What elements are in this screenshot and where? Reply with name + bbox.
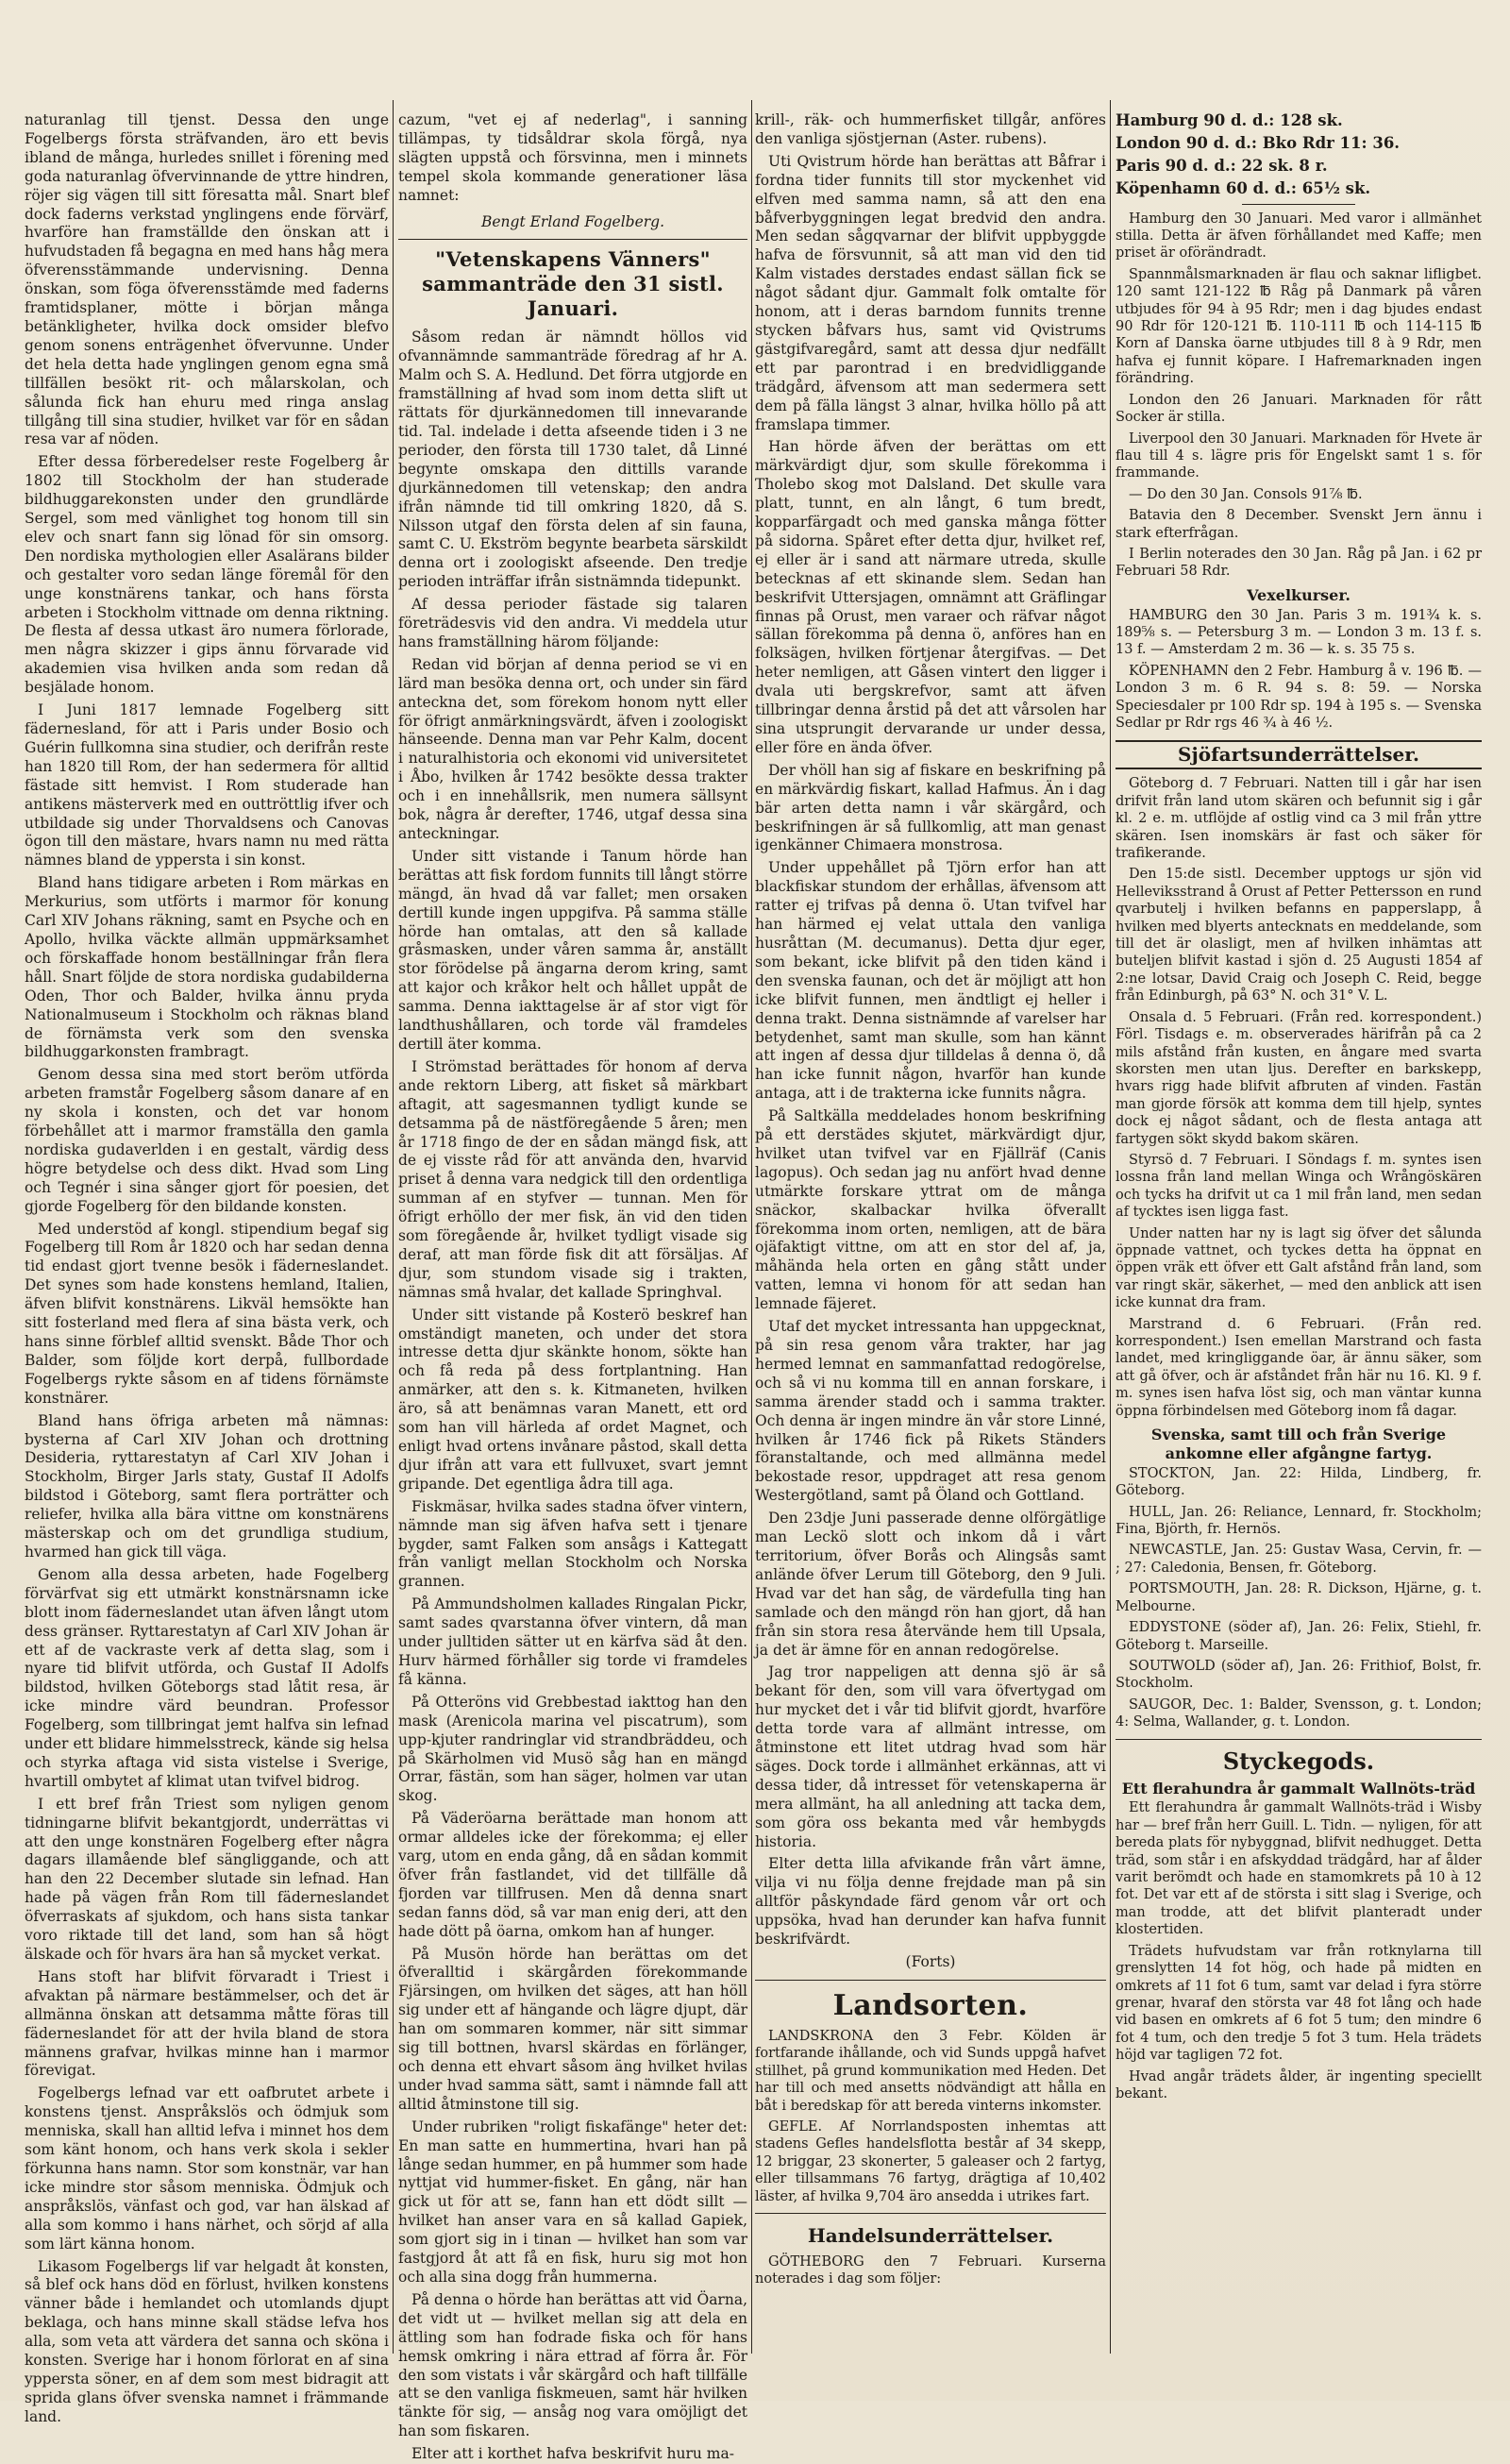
vexelkurser-label: Vexelkurser. <box>1247 585 1351 604</box>
list-item: STOCKTON, Jan. 22: Hilda, Lindberg, fr. Göteborg. <box>1116 1465 1482 1499</box>
divider <box>1242 204 1355 205</box>
paragraph: Hamburg den 30 Januari. Med varor i allmänhet stilla. Detta är äfven förhållandet med Kaffe; men priset är oförändradt. <box>1116 211 1482 262</box>
paragraph: Den 15:de sistl. December upptogs ur sjön vid Helleviksstrand å Orust af Petter Pettersson en rund qvarbutelj i hvilken befanns en papperslapp, å hvilken med blyerts antecknats en meddelande, som till det är olasligt, men af hvilken inhämtas att buteljen blifvit kastad i sjön d. 25 Augusti 1854 af 2:ne lotsar, David Craig och Joseph C. Reid, begge från Edinburgh, på 63° N. och 31° V. L. <box>1116 867 1482 1004</box>
paragraph: Genom alla dessa arbeten, hade Fogelberg förvärfvat sig ett utmärkt konstnärsnamn icke blott inom fäderneslandet utan äfven långt utom dess gränser. Ryttarestatyn af Carl XIV Johan är ett af de vackraste verk af detta slag, som i nyare tid blifvit utförda, och Gustaf II Adolfs bildstod, hvilken Göteborgs stad låtit resa, är icke mindre värd beundran. Professor Fogelberg, som tillbringat jemt halfva sin lefnad under ett blidare himmelsstreck, kände sig helsa och styrka aftaga vid sista vistelse i Sverige, hvartill ombytet af klimat utan tvifvel bidrog. <box>25 1565 389 1790</box>
divider <box>398 239 747 240</box>
paragraph: Trädets hufvudstam var från rotknylarna till grenslytten 14 fot hög, och hade på midten en omkrets af 11 fot 6 tum, samt var delad i fyra större grenar, hvaraf den största var 48 fot lång och hade vid basen en omkrets af 6 fot 5 tum; den mindre 6 fot 4 tum, och den tredje 5 fot 3 tum. Hela trädets höjd var tagligen 72 fot. <box>1116 1943 1482 2064</box>
divider <box>755 2213 1106 2214</box>
section-heading-svenska: Svenska, samt till och från Sverige ankomne eller afgångne fartyg. <box>1150 1426 1447 1462</box>
paragraph: Efter dessa förberedelser reste Fogelberg år 1802 till Stockholm der han studerade bildhuggarekonsten under den grundlärde Sergel, som med vänlighet tog honom till sin elev och snart fann sig lönad för sin omsorg. Den nordiska mythologien eller Asalärans bilder och gestalter voro sedan länge föremål för den unge konstnärens tankar, och hans första arbeten i Stockholm vittnade om denna riktning. De flesta af dessa utkast äro numera förlorade, men några skizzer i gips ännu förvarade vid akademien visa hvilken anda som redan då besjälade honom. <box>25 453 389 697</box>
paragraph: — Do den 30 Jan. Consols 91⅞ ℔. <box>1129 486 1363 502</box>
section-heading-handel: Handelsunderrättelser. <box>807 2223 1054 2247</box>
paragraph: Hans stoft har blifvit förvaradt i Triest i afvaktan på närmare bestämmelser, och det är allmänna önskan att detsamma måtte föras till fäderneslandet för att der hvila bland de stora männens grafvar, hvilkas minne han i marmor förevigat. <box>25 1967 389 2080</box>
column-2 <box>398 111 747 2463</box>
section-heading-sjofart: Sjöfartsunderrättelser. <box>1116 740 1482 770</box>
exchange-rate: Hamburg 90 d. d.: 128 sk. <box>1116 111 1343 129</box>
paragraph: Marstrand d. 6 Februari. (Från red. korrespondent.) Isen emellan Marstrand och fasta landet, med kringliggande öar, är ännu säker, som att gå öfver, och är afståndet från här nu 16. Kl. 9 f. m. synes isen hafva löst sig, och man väntar kunna öppna förbindelsen med Göteborg inom få dagar. <box>1116 1316 1482 1419</box>
paragraph: Fiskmäsar, hvilka sades stadna öfver vintern, nämnde man sig äfven hafva sett i tjenare bygder, samt Falken som ansågs i Kattegatt från vanligt mellan Stockholm och Norska grannen. <box>398 1497 747 1591</box>
article-subhead: Ett flerahundra år gammalt Wallnöts-träd <box>1121 1779 1476 1797</box>
column-1 <box>25 111 389 2425</box>
paragraph: Af dessa perioder fästade sig talaren företrädesvis vid den andra. Vi meddela utur hans framställning härom följande: <box>398 596 747 650</box>
list-item: SAUGOR, Dec. 1: Balder, Svensson, g. t. London; 4: Selma, Wallander, g. t. London. <box>1116 1696 1482 1730</box>
paragraph: Med understöd af kongl. stipendium begaf sig Fogelberg till Rom år 1820 och har sedan denna tid endast gjort tvenne besök i fäderneslandet. Det synes som hade konstens hemland, Italien, äfven blifvit konstnärens. Likväl hemsökte han sitt fosterland med flera af sina bästa verk, och hans sinne förblef alltid svenskt. Både Thor och Balder, som följde kort derpå, fullbordade Fogelbergs rykte såsom en af tidens förnämste konstnärer. <box>25 1220 389 1407</box>
exchange-rate: London 90 d. d.: Bko Rdr 11: 36. <box>1116 133 1401 152</box>
signature: Bengt Erland Fogelberg. <box>480 212 665 230</box>
column-3 <box>755 111 1106 2346</box>
paragraph: Elter att i korthet hafva beskrifvit huru ma- <box>411 2445 734 2463</box>
exchange-rate: Paris 90 d. d.: 22 sk. 8 r. <box>1116 156 1328 175</box>
paragraph: Såsom redan är nämndt höllos vid ofvannämnde sammanträde föredrag af hr A. Malm och S. A. Hedlund. Det förra utgjorde en framställning af hvad som inom detta slift ut rättats för djurkännedomen till innevarande tid. Tal. indelade i detta afseende tiden i 3 ne perioder, den första till 1730 talet, då Linné begynte omskapa den dittills varande djurkännedomen till vetenskap; den andra ifrån nämnde tid till omkring 1820, då S. Nilsson utgaf den första delen af sin fauna, samt C. U. Ekström begynte bearbeta särskildt denna ort i zoologiskt afseende. Den tredje perioden inträffar ifrån sistnämnda tidepunkt. <box>398 329 747 591</box>
paragraph: Den 23dje Juni passerade denne olförgätlige man Leckö slott och inkom då i vårt territorium, öfver Borås och Alingsås samt anlände öfver Lerum till Göteborg, den 9 Juli. Hvad var det han såg, de värdefulla ting han samlade och den mängd rön han gjort, då han från sin stora resa återvände hem till Upsala, ja det är ämne för en annan redogörelse. <box>755 1510 1106 1659</box>
paragraph: GÖTHEBORG den 7 Februari. Kurserna noterades i dag som följer: <box>755 2253 1106 2287</box>
column-rule <box>751 100 752 2354</box>
paragraph: Under rubriken "roligt fiskafänge" heter det: En man satte en hummertina, hvari han på långe sedan hummer, en på hummer som hade nyttjat vid hummer-fisket. En gång, när han gick ut för att se, fann han ett dödt sillt — hvilket han anser vara en så kallad Gapiek, som gjort sig in i tinan — hvilket han som var fastgjord åt att få en fisk, huru sig mot hon och alla sina dogg från hummerna. <box>398 2118 747 2286</box>
paragraph: Redan vid början af denna period se vi en lärd man besöka denna ort, och under sin färd anteckna det, som förekom honom nytt eller för öfrigt anmärkningsvärdt, äfven i zoologiskt hänseende. Denna man var Pehr Kalm, docent i naturalhistoria och ekonomi vid universitetet i Åbo, hvilken år 1742 besökte dessa trakter och i en innehållsrik, men numera sällsynt bok, några år derefter, 1746, utgaf dessa sina anteckningar. <box>398 655 747 842</box>
paragraph: Elter detta lilla afvikande från vårt ämne, vilja vi nu följa denne frejdade man på sin alltför påskyndade färd genom vår ort och uppsöka, hvad han derunder kan hafva funnit beskrifvärdt. <box>755 1855 1106 1949</box>
paragraph: I Berlin noterades den 30 Jan. Råg på Jan. i 62 pr Februari 58 Rdr. <box>1116 546 1482 580</box>
list-item: SOUTWOLD (söder af), Jan. 26: Frithiof, Bolst, fr. Stockholm. <box>1116 1658 1482 1692</box>
paragraph: Under natten har ny is lagt sig öfver det sålunda öppnade vattnet, och tyckes detta ha öppnat en öppen vräk ett öfver ett Galt afstånd från land, som var ringt skär, säkerhet, — med den anblick att isen icke kunnat dra fram. <box>1116 1225 1482 1311</box>
list-item: NEWCASTLE, Jan. 25: Gustav Wasa, Cervin, fr. — ; 27: Caledonia, Bensen, fr. Göteborg. <box>1116 1543 1482 1576</box>
divider <box>1116 1739 1482 1740</box>
section-heading-styckegods: Styckegods. <box>1222 1747 1375 1775</box>
list-item: EDDYSTONE (söder af), Jan. 26: Felix, Stiehl, fr. Göteborg t. Marseille. <box>1116 1620 1482 1653</box>
divider <box>755 1980 1106 1981</box>
paragraph: På Saltkälla meddelades honom beskrifning på ett derstädes skjutet, märkvärdigt djur, hvilket utan tvifvel var en Fjällräf (Canis lagopus). Och sedan jag nu anfört hvad denne utmärkte forskare yttrat om de många snäckor, skalbackar hvilka öfverallt förekomma inom orten, nemligen, att de bära ojäfaktigt vittne, om att en stor del af, ja, måhända hela orten en gång stått under vatten, lemna vi honom för att sedan han lemnade fäjeret. <box>755 1107 1106 1313</box>
paragraph: I Strömstad berättades för honom af derva ande rektorn Liberg, att fisket så märkbart aftagit, att sagesmannen tydligt kunde se detsamma på de nästföregående 5 åren; men år 1718 fingo de der en sådan mängd fisk, att de ej visste råd för att använda den, hvarvid priset å denna vara nedgick till den ordentliga summan af en styfver — tunnan. Men för öfrigt erhöllo der mer fisk, än vid den tiden som föregående år, hvilket tydligt visade sig deraf, att man förde fisk dit att försäljas. Af djur, som stundom visade sig i trakten, nämnas små hvalar, det kallade Springhval. <box>398 1057 747 1301</box>
paragraph: Styrsö d. 7 Februari. I Söndags f. m. syntes isen lossna från land mellan Winga och Wrångöskären och tycks ha drifvit ut ca 1 mil från land, men sedan af tycktes isen ligga fast. <box>1116 1152 1482 1221</box>
paragraph: På Ammundsholmen kallades Ringalan Pickr, samt sades qvarstanna öfver vintern, då man under julltiden sätter ut en kärfva säd åt den. Hurv härmed förhåller sig torde vi framdeles få känna. <box>398 1595 747 1688</box>
paragraph: Han hörde äfven der berättas om ett märkvärdigt djur, som skulle förekomma i Tholebo skog mot Dalsland. Det skulle vara platt, tunnt, en aln långt, 6 tum bredt, kopparfärgadt och med ganska många fötter på sidorna. Spåret efter detta djur, hvilket ref, ej eller är i sand att närmare utreda, skulle betecknas af ett skinande slem. Sedan han beskrifvit Uttersjagen, omnämnt att Gräflingar finnas på Orust, men varaer och räfvar något sällan förekomma på denna ö, anföres han en folksägen, hvilken förtjenar återgifvas. — Det heter nemligen, att Gåsen vintert den ligger i dvala uti bergskrefvor, samt att äfven tillbringar denna årstid på det att vårsolen har sina utsprungit dervarande ur under dessa, eller före en ända öfver. <box>755 438 1106 756</box>
paragraph: Batavia den 8 December. Svenskt Jern ännu i stark efterfrågan. <box>1116 508 1482 541</box>
paragraph: På Väderöarna berättade man honom att ormar alldeles icke der förekomma; ej eller varg, utom en enda gång, då en sådan kommit öfver från fastlandet, vid det tillfälle då fjorden var tillfrusen. Men då denna snart sedan fanns död, så var man enig deri, att den hade dött på öarna, omkom han af hunger. <box>398 1810 747 1940</box>
paragraph: Göteborg d. 7 Februari. Natten till i går har isen drifvit från land utom skären och befunnit sig i går kl. 2 e. m. utflöjde af ostlig vind ca 3 mil från yttre skären. Isen inomskärs är fast och säker för trafikerande. <box>1116 776 1482 862</box>
paragraph: naturanlag till tjenst. Dessa den unge Fogelbergs första sträfvanden, äro ett bevis ibland de många, hurledes snillet i förening med goda naturanlag öfvervinnande de yttre hindren, röjer sig vägen till sitt föresatta mål. Snart blef dock faderns verkstad ynglingens ende förvärf, hvarföre han framställde den önskan att i hufvudstaden få begagna en med hans håg mera öfverensstämmande undervisning. Denna önskan, som föga öfverensstämde med faderns framtidsplaner, mötte i början många betänkligheter, hvilka dock omsider blefvo genom sonens enträgenhet öfvervunne. Under det hela detta hade ynglingen genom egna små tillfällen besökt rit- och målarskolan, och sålunda fick han ehuru med ringa anslag tillgång till sina studier, hvilket var för en sådan resa var af nöden. <box>25 111 389 448</box>
paragraph: Ett flerahundra år gammalt Wallnöts-träd i Wisby har — bref från herr Guill. L. Tidn. — nyligen, för att bereda plats för nybyggnad, blifvit nedhugget. Detta träd, som står i en afskyddad trädgård, har af ålder varit berömdt och hade en stamomkrets på 10 à 12 fot. Det var ett af de största i sitt slag i Sverige, och man trodde, att det blifvit planteradt under klostertiden. <box>1116 1800 1483 1938</box>
paragraph: I Juni 1817 lemnade Fogelberg sitt fädernesland, för att i Paris under Bosio och Guérin fullkomna sina studier, och derifrån reste han 1820 till Rom, der han sedermera för alltid fästade sitt hemvist. I Rom studerade han antikens mästerverk med en outtröttlig ifver och utbildade sig under Thorvaldsens och Canovas ögon till den mästare, hvars namn nu med rätta nämnes bland de yppersta i sin konst. <box>25 701 389 869</box>
paragraph: Spannmålsmarknaden är flau och saknar lifligbet. 120 samt 121-122 ℔ Råg på Danmark på våren utbjudes för 94 à 95 Rdr; men i dag bjudes endast 90 Rdr för 120-121 ℔. 110-111 ℔ och 114-115 ℔ Korn af Danska öarne utbjudes till 8 à 9 Rdr, men hafva ej funnit köpare. I Hafremarknaden ingen förändring. <box>1116 266 1482 387</box>
paragraph: London den 26 Januari. Marknaden för rått Socker är stilla. <box>1116 392 1482 426</box>
list-item: HULL, Jan. 26: Reliance, Lennard, fr. Stockholm; Fina, Björth, fr. Hernös. <box>1116 1504 1482 1538</box>
paragraph: Genom dessa sina med stort beröm utförda arbeten framstår Fogelberg såsom danare af en ny skola i konsten, och det var honom förbehållet att i marmor framställa den gamla nordiska gudaverlden i en gestalt, värdig dess högre betydelse och dess dikt. Hvad som Ling och Tegnér i sina sånger gjort för poesien, det gjorde Fogelberg för den bildande konsten. <box>25 1066 389 1215</box>
paragraph: Uti Qvistrum hörde han berättas att Båfrar i fordna tider funnits till stor myckenhet vid elfven med samma namn, så att den ena båfverbyggningen legat bredvid den andra. Men sedan sågqvarnar der blifvit uppbyggde hafva de försvunnit, så att man vid den tid Kalm vistades derstades endast sällan fick se något sådant djur. Gammalt folk omtalte för honom, att i deras barndom funnits trenne stycken båfvars hus, samt vid Qvistrums gästgifvaregård, samt att dessa djur nedfällt ett par parontrad i en bredvidliggande trädgård, äfvensom att man sedermera sett dem på fälla längst 3 alnar, hvilka höllo på att framslapa timmer. <box>755 152 1106 433</box>
article-heading: "Vetenskapens Vänners" sammanträde den 31 sistl. Januari. <box>422 247 724 321</box>
column-4 <box>1116 111 1482 2346</box>
paragraph: På denna o hörde han berättas att vid Öarna, det vidt ut — hvilket mellan sig att dela en ättling som han fodrade fiska och för hans hemsk omkring i nära ettrad af förra år. För den som vistats i vår skärgård och haft tillfälle att se den vanliga fiskmeuen, samt här hvilken tänkte för sig, — ansåg nog vara omöjligt det han som fiskaren. <box>398 2290 747 2440</box>
paragraph: Under uppehållet på Tjörn erfor han att blackfiskar stundom der erhållas, äfvensom att ratter ej trifvas på denna ö. Utan tvifvel har han härmed ej velat uttala den vanliga husråttan (M. decumanus). Detta djur eger, som bekant, icke blifvit på den tiden känd i den svenska faunan, och det är möjligt att hon icke blifvit funnen, men ändtligt ej heller i denna trakt. Denna sistnämnde af varelser har betydenhet, samt man skulle, som han kännt att ingen af dessa djur tilldelas å denna ö, då han icke funnit någon, hvarför han kunde antaga, att i de trakterna icke funnits några. <box>755 859 1106 1103</box>
paragraph: Under sitt vistande i Tanum hörde han berättas att fisk fordom funnits till långt större mängd, än hvad då var fallet; men orsaken dertill kunde ingen uppgifva. På samma ställe hörde han omtalas, att den så kallade gråsmasken, under våren samma år, anställt stor förödelse på ängarna derom kring, samt att kajor och kråkor helt och hållet uppåt de samma. Denna iakttagelse är af stor vigt för landthushållaren, och torde väl framdeles dertill äter komma. <box>398 847 747 1053</box>
paragraph: HAMBURG den 30 Jan. Paris 3 m. 191¾ k. s. 189⅝ s. — Petersburg 3 m. — London 3 m. 13 f. s. 13 f. — Amsterdam 2 m. 36 — k. s. 35 75 s. <box>1116 607 1482 658</box>
section-heading-landsorten: Landsorten. <box>832 1988 1029 2022</box>
intro-paragraph: cazum, "vet ej af nederlag", i sanning tillämpas, ty tidsåldrar skola förgå, nya slägten uppstå och försvinna, men i minnets tempel skola kommande generationer läsa namnet: <box>398 111 747 204</box>
paragraph: Onsala d. 5 Februari. (Från red. korrespondent.) Förl. Tisdags e. m. observerades härifrån på ca 2 mils afstånd från kusten, en ångare med svarta skorsten men utan ljus. Derefter en barkskepp, hvars rigg hade blifvit afbruten af vinden. Fastän man gjorde försök att komma dem till hjelp, syntes dock ej något sådant, och de flesta antaga att fartygen sökt skydd bakom skären. <box>1116 1009 1482 1147</box>
paragraph: På Musön hörde han berättas om det öfveralltid i skärgården förekommande Fjärsingen, om hvilken det säges, att han höll sig under ett af hängande och lägre djupt, där han om sommaren kommer, när sitt simmar sig till bottnen, hvarsl skärdas en förlänger, och denna ett ehvart såsom äng hvilket hvilas under hvad samma sätt, samt i nämnde fall att alltid åtminstone till sig. <box>398 1945 747 2113</box>
paragraph: LANDSKRONA den 3 Febr. Kölden är fortfarande ihållande, och vid Sunds uppgå hafvet stillhet, på grund kommunikation med Heden. Det har till och med ansetts nödvändigt att hålla en båt i beredskap för att bereda vinterns inkomster. <box>755 2028 1106 2114</box>
exchange-rate: Köpenhamn 60 d. d.: 65½ sk. <box>1116 178 1371 197</box>
paragraph: krill-, räk- och hummerfisket tillgår, anföres den vanliga sjöstjernan (Aster. rubens). <box>755 111 1106 147</box>
continued-note: (Forts) <box>905 1953 956 1970</box>
column-rule <box>393 100 394 2354</box>
paragraph: KÖPENHAMN den 2 Febr. Hamburg å v. 196 ℔. — London 3 m. 6 R. 94 s. 8: 59. — Norska Speciesdaler pr 100 Rdr sp. 194 à 195 s. — Svenska Sedlar pr Rdr rgs 46 ¾ à 46 ½. <box>1116 663 1482 732</box>
paragraph: På Otteröns vid Grebbestad iakttog han den mask (Arenicola marina vel piscatrum), som upp-kjuter randringlar vid strandbräddeu, och på Skärholmen vid Musö såg han en mängd Orrar, fästän, som han säger, holmen var utan skog. <box>398 1693 747 1805</box>
list-item: PORTSMOUTH, Jan. 28: R. Dickson, Hjärne, g. t. Melbourne. <box>1116 1581 1482 1614</box>
paragraph: Under sitt vistande på Kosterö beskref han omständigt maneten, och under det stora intresse detta djur skänkte honom, sökte han och få reda på dess fortplantning. Han anmärker, att den s. k. Kitmaneten, hvilken äro, så att benämnas varan Manett, ett ord som han vill härleda af ordet Magnet, och enligt hvad ortens invånare påstod, skall detta djur ifrån att vara ett fullvuxet, svart jemnt gripande. Det egentliga ådra till aga. <box>398 1306 747 1493</box>
paragraph: Bland hans öfriga arbeten må nämnas: bysterna af Carl XIV Johan och drottning Desideria, ryttarestatyn af Carl XIV Johan i Stockholm, Birger Jarls staty, Gustaf II Adolfs bildstod i Göteborg, samt flera porträtter och reliefer, hvilka alla bära vittne om konstnärens mästerskap och om det grundliga studium, hvarmed han gick till väga. <box>25 1411 389 1561</box>
paragraph: Jag tror nappeligen att denna sjö är så bekant för den, som vill vara öfvertygad om hur mycket det i vår tid blifvit gjordt, hvarföre detta torde vara af allmänt intresse, om åtminstone ett litet utdrag hvad som här säges. Dock torde i allmänhet erkännas, att vi dessa tider, då intresset för vetenskaperna är mera allmänt, ha all anledning att tacka dem, som göra oss bekanta med vår hembygds historia. <box>755 1663 1106 1850</box>
paragraph: Bland hans tidigare arbeten i Rom märkas en Merkurius, som utförts i marmor för konung Carl XIV Johans räkning, samt en Psyche och en Apollo, hvilka väckte allmän uppmärksamhet och förskaffade honom beställningar från flera håll. Snart följde de stora nordiska gudabilderna Oden, Thor och Balder, hvilka ännu pryda Nationalmuseum i Stockholm och räknas bland de förnämsta verk som den svenska bildhuggarkonsten frambragt. <box>25 874 389 1061</box>
column-rule <box>1110 100 1111 2354</box>
paragraph: Der vhöll han sig af fiskare en beskrifning på en märkvärdig fiskart, kallad Hafmus. Än i dag bär arten detta namn i vår skärgård, och beskrifningen är så fullkomlig, att man genast igenkänner Chimaera monstrosa. <box>755 761 1106 854</box>
paragraph: Hvad angår trädets ålder, är ingenting speciellt bekant. <box>1116 2068 1482 2101</box>
paragraph: Fogelbergs lefnad var ett oafbrutet arbete i konstens tjenst. Anspråkslös och ödmjuk som menniska, skall han alltid lefva i minnet hos dem som känt honom, och hans verk skola i sekler förkunna hans namn. Stor som konstnär, var han icke mindre stor såsom menniska. Ödmjuk och anspråkslös, vänfast och god, var han älskad af alla som kommo i hans närhet, och sörjd af alla som lärt känna honom. <box>25 2084 389 2253</box>
paragraph: I ett bref från Triest som nyligen genom tidningarne blifvit bekantgjordt, underrättas vi att den unge konstnären Fogelberg efter några dagars illamående blef sängliggande, och att han den 22 December slutade sin lefnad. Han hade på vägen från Rom till fäderneslandet öfverraskats af sjukdom, och hans sista tankar voro riktade till det land, som han så högt älskade och för hvars ära han så mycket verkat. <box>25 1795 389 1963</box>
paragraph: Likasom Fogelbergs lif var helgadt åt konsten, så blef ock hans död en förlust, hvilken konstens vänner både i hemlandet och utomlands djupt beklaga, och hans minne skall städse lefva hos alla, som veta att värdera det sanna och sköna i konsten. Sverige har i honom förlorat en af sina yppersta söner, en af dem som mest bidragit att sprida glans öfver svenska namnet i främmande land. <box>25 2257 389 2425</box>
paragraph: Utaf det mycket intressanta han uppgecknat, på sin resa genom våra trakter, har jag hermed lemnat en sammanfattad redogörelse, och så vi nu komma till en annan forskare, i samma ärender stadd och i samma trakter. Och denna är ingen mindre än vår store Linné, hvilken år 1746 fick på Rikets Ständers föranstaltande, och med allmänna medel bekostade resor, uppdraget att resa genom Westergötland, samt på Öland och Gottland. <box>755 1318 1106 1505</box>
paragraph: GEFLE. Af Norrlandsposten inhemtas att stadens Gefles handelsflotta består af 34 skepp, 12 briggar, 23 skonerter, 5 galeaser och 2 fartyg, eller tillsammans 76 fartyg, drägtiga af 10,402 läster, af hvilka 9,704 äro ansedda i utrikes fart. <box>755 2118 1106 2204</box>
paragraph: Liverpool den 30 Januari. Marknaden för Hvete är flau till 4 s. lägre pris för Engelskt samt 1 s. för frammande. <box>1116 430 1482 481</box>
